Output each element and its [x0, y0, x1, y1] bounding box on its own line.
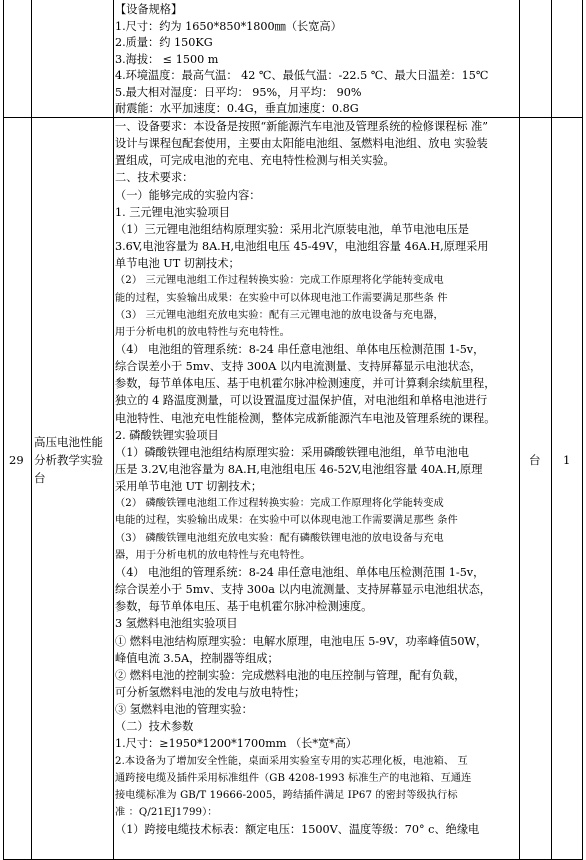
- description-line: （4） 电池组的管理系统：8-24 串任意电池组、单体电压检测范围 1-5v，: [115, 342, 485, 356]
- spec-line: 耐震能：水平加速度：0.4G，垂直加速度：0.8G: [115, 102, 359, 115]
- spec-line: 4.环境温度：最高气温： 42 ℃、最低气温：-22.5 ℃、最大日温差：15℃: [115, 69, 489, 82]
- description-line: 能的过程，实验输出成果：在实验中可以体现电池工作需要满足那些条 件: [115, 292, 448, 304]
- spec-line: 3.海拔： ≤ 1500 m: [115, 53, 219, 66]
- description-line: （2） 磷酸铁锂电池组工作过程转换实验：完成工作原理将化学能转变成: [115, 498, 444, 510]
- description-line: 3.6V,电池容量为 8A.H,电池组电压 45-49V，电池组容量 46A.H,原理采用: [115, 240, 489, 253]
- quantity-cell: 1: [563, 453, 571, 467]
- description-line: 一、设备要求：本设备是按照“新能源汽车电池及管理系统的检修课程标 准”: [115, 120, 488, 133]
- description-line: 1.尺寸：≥1950*1200*1700mm （长*宽*高）: [115, 737, 358, 751]
- description-line: 1. 三元锂电池实验项目: [115, 205, 230, 219]
- description-line: （一）能够完成的实验内容：: [115, 188, 261, 202]
- description-line: （2） 三元锂电池组工作过程转换实验：完成工作原理将化学能转变成电: [115, 275, 444, 287]
- unit-cell: 台: [529, 453, 541, 467]
- description-line: 采用单节电池 UT 切割技术；: [115, 480, 263, 494]
- description-line: 置组成，可完成电池的充电、充电特性检测与相关实验。: [115, 154, 395, 168]
- description-line: ① 燃料电池结构原理实验：电解水原理，电池电压 5-9V，功率峰值50W，: [115, 634, 488, 648]
- description-line: （3） 三元锂电池组充放电实验：配有三元锂电池的放电设备与充电器，: [115, 309, 444, 321]
- description-line: 器，用于分析电机的放电特性与充电特性。: [115, 549, 311, 561]
- item-name-line: 分析教学实验: [34, 453, 103, 467]
- description-line: 参数，每节单体电压、基于电机霍尔脉冲检测速度。: [115, 600, 373, 614]
- description-line: 可分析氢燃料电池的发电与放电特性；: [115, 685, 306, 699]
- spec-heading: 【设备规格】: [115, 3, 183, 16]
- description-line: （3） 磷酸铁锂电池组充放电实验：配有磷酸铁锂电池的放电设备与充电: [115, 532, 444, 544]
- description-line: 通跨接电缆及插件采用标准组件（GB 4208-1993 标准生产的电池箱、互通连: [115, 772, 472, 784]
- description-line: ③ 氢燃料电池的管理实验：: [115, 703, 253, 717]
- item-name-line: 台: [34, 471, 46, 485]
- description-line: ② 燃料电池的控制实验：完成燃料电池的电压控制与管理，配有负载，: [115, 668, 466, 682]
- description-line: 用于分析电机的放电特性与充电特性。: [115, 326, 290, 338]
- description-line: 电能的过程，实验输出成果：在实验中可以体现电池工作需要满足那些 条件: [115, 515, 458, 527]
- description-line: 二、技术要求：: [115, 171, 194, 185]
- table-divider-unit: [551, 0, 552, 860]
- row-index: 29: [9, 453, 24, 467]
- description-line: 设计与课程包配套使用，主要由太阳能电池组、氢燃料电池组、放电 实验装: [115, 137, 488, 151]
- item-description-cell: [113, 118, 519, 858]
- description-line: 参数，每节单体电压、基于电机霍尔脉冲检测速度，并可计算剩余续航里程，: [115, 377, 496, 391]
- description-line: 准 ：Q/21EJ1799）：: [115, 807, 218, 818]
- table-divider-content: [519, 0, 520, 860]
- spec-line: 2.质量：约 150KG: [115, 36, 213, 49]
- description-line: 接电缆标准为 GB/T 19666-2005，跨结插件满足 IP67 的密封等级执行标: [115, 789, 458, 801]
- description-line: 2.本设备为了增加安全性能，桌面采用实验室专用的实芯理化板，电池箱、 互: [115, 755, 468, 767]
- description-line: 峰值电流 3.5A，控制器等组成；: [115, 651, 279, 665]
- description-line: 2. 磷酸铁锂实验项目: [115, 428, 219, 442]
- spec-line: 5.最大相对湿度：日平均： 95%，月平均： 90%: [115, 86, 362, 99]
- description-line: （4） 电池组的管理系统：8-24 串任意电池组、单体电压检测范围 1-5v，: [115, 565, 485, 579]
- table-border-left: [3, 0, 4, 860]
- description-line: 3 氢燃料电池组实验项目: [115, 617, 238, 631]
- spec-line: 1.尺寸：约为 1650*850*1800㎜（长宽高）: [115, 20, 342, 33]
- description-line: （二）技术参数: [115, 720, 194, 734]
- top-row-content: [113, 0, 519, 117]
- table-divider-index: [31, 0, 32, 860]
- description-line: 综合误差小于 5mv、支持 300A 以内电流测量、支持屏幕显示电池状态，: [115, 360, 482, 374]
- description-line: （1）磷酸铁锂电池组结构原理实验：采用磷酸铁锂电池组，单节电池电: [115, 445, 469, 459]
- spec-table: [3, 0, 583, 860]
- description-line: 独立的 4 路温度测量，可以设置温度过温保护值，对电池组和单格电池进行: [115, 394, 488, 408]
- description-line: （1）跨接电缆技术标表：额定电压：1500V、温度等级：70° c、绝缘电: [115, 823, 480, 837]
- description-line: 压是 3.2V,电池容量为 8A.H,电池组电压 46-52V,电池组容量 40A.H,原理: [115, 463, 483, 476]
- description-line: 电池特性、电池充电性能检测，整体完成新能源汽车电池及管理系统的课程。: [115, 411, 496, 425]
- description-line: （1）三元锂电池组结构原理实验：采用北汽原装电池，单节电池电压是: [115, 222, 469, 236]
- table-border-right: [582, 0, 583, 860]
- description-line: 单节电池 UT 切割技术；: [115, 257, 240, 271]
- description-line: 综合误差小于 5mv、支持 300a 以内电流测量、支持屏幕显示电池组状态，: [115, 583, 491, 596]
- item-name-line: 高压电池性能: [34, 435, 103, 449]
